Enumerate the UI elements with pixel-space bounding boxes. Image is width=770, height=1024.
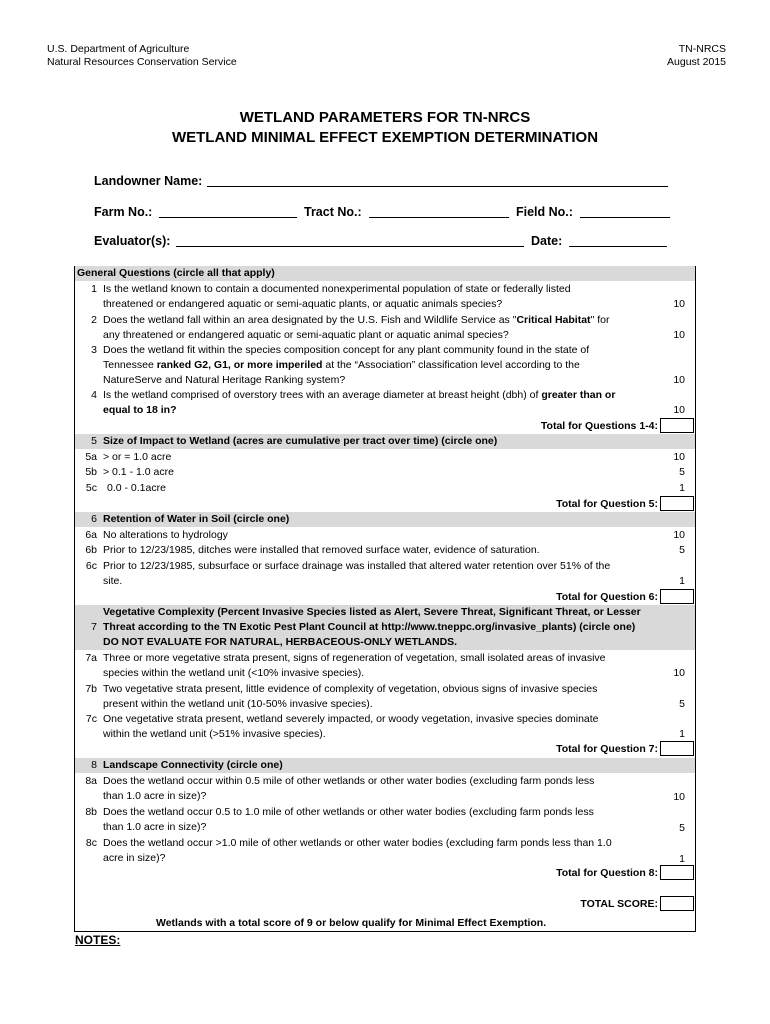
total-q1-4-label: Total for Questions 1-4: (540, 420, 658, 432)
q5-heading: Size of Impact to Wetland (acres are cumulative per tract over time) (circle one) (103, 435, 498, 447)
total-q6-label: Total for Question 6: (556, 591, 658, 603)
ranked-emphasis: ranked G2, G1, or more imperiled (156, 359, 323, 371)
tract-field[interactable] (369, 217, 509, 218)
total-q6-box[interactable] (660, 589, 694, 604)
q7-number: 7 (91, 621, 97, 633)
q1-text (103, 282, 663, 312)
question-row-1 (75, 282, 695, 312)
farm-label: Farm No.: (94, 205, 153, 219)
critical-habitat-emphasis: Critical Habitat (516, 314, 591, 326)
q7b-line-a: Two vegetative strata present, little evidence of complexity of vegetation, obvious signs of invasive species (103, 683, 598, 695)
total-score-box[interactable] (660, 896, 694, 911)
total-score-label: TOTAL SCORE: (580, 898, 658, 910)
q5c-points[interactable]: 1 (679, 482, 685, 494)
q7b-points[interactable]: 5 (679, 698, 685, 710)
field-no-field[interactable] (580, 217, 670, 218)
q8c-line-a: Does the wetland occur >1.0 mile of other wetlands or other water bodies (excluding farm ponds less than 1.0 (103, 837, 612, 849)
q1-line-a: Is the wetland known to contain a documented nonexperimental population of state or federally listed (103, 283, 571, 295)
question-row-3 (75, 343, 695, 388)
date-label: Date: (531, 234, 563, 248)
q6c-line-b: site. (103, 575, 123, 587)
q4-text (103, 388, 663, 418)
qualify-note: Wetlands with a total score of 9 or below qualify for Minimal Effect Exemption. (156, 917, 547, 929)
q2-text (103, 313, 663, 343)
q2-line-a: Does the wetland fall within an area designated by the U.S. Fish and Wildlife Service as "Critical Habitat" for (103, 314, 610, 326)
q7a-line-b: species within the wetland unit (<10% invasive species). (103, 667, 365, 679)
doc-code-block (667, 43, 726, 69)
q2-number: 2 (91, 314, 97, 326)
total-q5-label: Total for Question 5: (556, 498, 658, 510)
total-q8-label: Total for Question 8: (556, 867, 658, 879)
q8c-text (103, 836, 663, 866)
q7a-text (103, 651, 663, 681)
greater-emphasis: greater than or (541, 389, 616, 401)
q8b-text (103, 805, 663, 835)
q7b-number: 7b (85, 683, 97, 695)
q4-line-a: Is the wetland comprised of overstory trees with an average diameter at breast height (dbh) of greater than or (103, 389, 616, 401)
doc-code: TN-NRCS (678, 43, 726, 55)
q7-heading-row (75, 605, 695, 650)
q7a-line-a: Three or more vegetative strata present, signs of regeneration of vegetation, small isolated areas of invasive (103, 652, 606, 664)
q8c-line-b: acre in size)? (103, 852, 166, 864)
q5-number: 5 (91, 435, 97, 447)
total-q1-4-box[interactable] (660, 418, 694, 433)
q6b-text: Prior to 12/23/1985, ditches were installed that removed surface water, evidence of saturation. (103, 544, 540, 556)
q8-number: 8 (91, 759, 97, 771)
q3-line-c: NatureServe and Natural Heritage Ranking system? (103, 374, 346, 386)
q7b-row (75, 682, 695, 712)
q6b-points[interactable]: 5 (679, 544, 685, 556)
q7c-row (75, 712, 695, 742)
page-title-line-2: WETLAND MINIMAL EFFECT EXEMPTION DETERMINATION (171, 129, 599, 146)
q5b-points[interactable]: 5 (679, 466, 685, 478)
tract-label: Tract No.: (304, 205, 362, 219)
landowner-field[interactable] (207, 186, 668, 187)
question-row-2 (75, 313, 695, 343)
q7a-points[interactable]: 10 (673, 667, 685, 679)
q8b-line-b: than 1.0 acre in size)? (103, 821, 207, 833)
total-q5-box[interactable] (660, 496, 694, 511)
q8a-line-a: Does the wetland occur within 0.5 mile of other wetlands or other water bodies (excluding farm ponds less (103, 775, 595, 787)
q7b-line-b: present within the wetland unit (10-50% invasive species). (103, 698, 373, 710)
q8a-number: 8a (85, 775, 97, 787)
q3-number: 3 (91, 344, 97, 356)
q8c-number: 8c (85, 837, 97, 849)
q1-number: 1 (91, 283, 97, 295)
q3-text (103, 343, 663, 388)
q6a-points[interactable]: 10 (673, 529, 685, 541)
q4-number: 4 (91, 389, 97, 401)
q7-heading-line-2: Threat according to the TN Exotic Pest Plant Council at http://www.tneppc.org/invasive_plants) (circle one) (103, 621, 636, 633)
q3-line-b: Tennessee ranked G2, G1, or more imperiled at the “Association” classification level according to the (103, 359, 580, 371)
q6a-number: 6a (85, 529, 97, 541)
q5c-text: 0.0 - 0.1acre (107, 482, 166, 494)
q4-line-b: equal to 18 in? (103, 404, 177, 416)
date-field[interactable] (569, 246, 667, 247)
agency-block (47, 43, 237, 69)
q1-points[interactable]: 10 (673, 298, 685, 310)
q8a-line-b: than 1.0 acre in size)? (103, 790, 207, 802)
q7a-number: 7a (85, 652, 97, 664)
q8a-row (75, 774, 695, 804)
page-title-line-1: WETLAND PARAMETERS FOR TN-NRCS (239, 109, 531, 126)
q4-points[interactable]: 10 (673, 404, 685, 416)
total-q8-box[interactable] (660, 865, 694, 880)
q6c-points[interactable]: 1 (679, 575, 685, 587)
q6c-text (103, 559, 663, 589)
q6c-number: 6c (85, 560, 97, 572)
q7c-line-a: One vegetative strata present, wetland severely impacted, or woody vegetation, invasive species dominate (103, 713, 599, 725)
q8b-points[interactable]: 5 (679, 822, 685, 834)
q7-heading-line-3: DO NOT EVALUATE FOR NATURAL, HERBACEOUS-ONLY WETLANDS. (103, 636, 458, 648)
agency-line-1: U.S. Department of Agriculture (47, 43, 190, 55)
q5-heading-row (75, 434, 695, 449)
q5b-text: > 0.1 - 1.0 acre (103, 466, 174, 478)
q2-points[interactable]: 10 (673, 329, 685, 341)
q7c-points[interactable]: 1 (679, 728, 685, 740)
q7-heading (103, 605, 693, 650)
q8a-points[interactable]: 10 (673, 791, 685, 803)
q8a-text (103, 774, 663, 804)
landowner-label: Landowner Name: (94, 174, 203, 188)
q6-heading-row (75, 512, 695, 527)
q6c-row (75, 559, 695, 589)
q5a-text: > or = 1.0 acre (103, 451, 172, 463)
total-q7-label: Total for Question 7: (556, 743, 658, 755)
field-label: Field No.: (516, 205, 573, 219)
q6-heading: Retention of Water in Soil (circle one) (103, 513, 290, 525)
q8b-row (75, 805, 695, 835)
q6a-text: No alterations to hydrology (103, 529, 228, 541)
q7c-text (103, 712, 663, 742)
q7c-line-b: within the wetland unit (>51% invasive species). (103, 728, 326, 740)
total-q7-box[interactable] (660, 741, 694, 756)
q2-line-b: any threatened or endangered aquatic or semi-aquatic plant or aquatic animal species? (103, 329, 509, 341)
q5b-number: 5b (85, 466, 97, 478)
notes-label: NOTES: (75, 933, 121, 947)
q5c-number: 5c (85, 482, 97, 494)
q8b-line-a: Does the wetland occur 0.5 to 1.0 mile of other wetlands or other water bodies (excluding farm ponds less (103, 806, 594, 818)
agency-line-2: Natural Resources Conservation Service (47, 56, 237, 68)
q8c-points[interactable]: 1 (679, 853, 685, 865)
general-heading: General Questions (circle all that apply) (77, 267, 275, 279)
q7-heading-line-1: Vegetative Complexity (Percent Invasive Species listed as Alert, Severe Threat, Significant Threat, or Lesser (103, 606, 641, 618)
evaluator-label: Evaluator(s): (94, 234, 171, 248)
question-row-4 (75, 388, 695, 418)
doc-date: August 2015 (667, 56, 726, 68)
q5a-points[interactable]: 10 (673, 451, 685, 463)
farm-field[interactable] (159, 217, 297, 218)
q8-heading-row (75, 758, 695, 773)
q7c-number: 7c (85, 713, 97, 725)
q7a-row (75, 651, 695, 681)
q6-number: 6 (91, 513, 97, 525)
q3-points[interactable]: 10 (673, 374, 685, 386)
q8b-number: 8b (85, 806, 97, 818)
q6c-line-a: Prior to 12/23/1985, subsurface or surface drainage was installed that altered water retention over 51% of the (103, 560, 611, 572)
q1-line-b: threatened or endangered aquatic or semi-aquatic plants, or aquatic animals species? (103, 298, 503, 310)
evaluator-field[interactable] (176, 246, 524, 247)
q8-heading: Landscape Connectivity (circle one) (103, 759, 283, 771)
q5a-number: 5a (85, 451, 97, 463)
q3-line-a: Does the wetland fit within the species composition concept for any plant community found in the state of (103, 344, 590, 356)
q7b-text (103, 682, 663, 712)
q8c-row (75, 836, 695, 866)
q6b-number: 6b (85, 544, 97, 556)
general-heading-row (75, 266, 695, 281)
